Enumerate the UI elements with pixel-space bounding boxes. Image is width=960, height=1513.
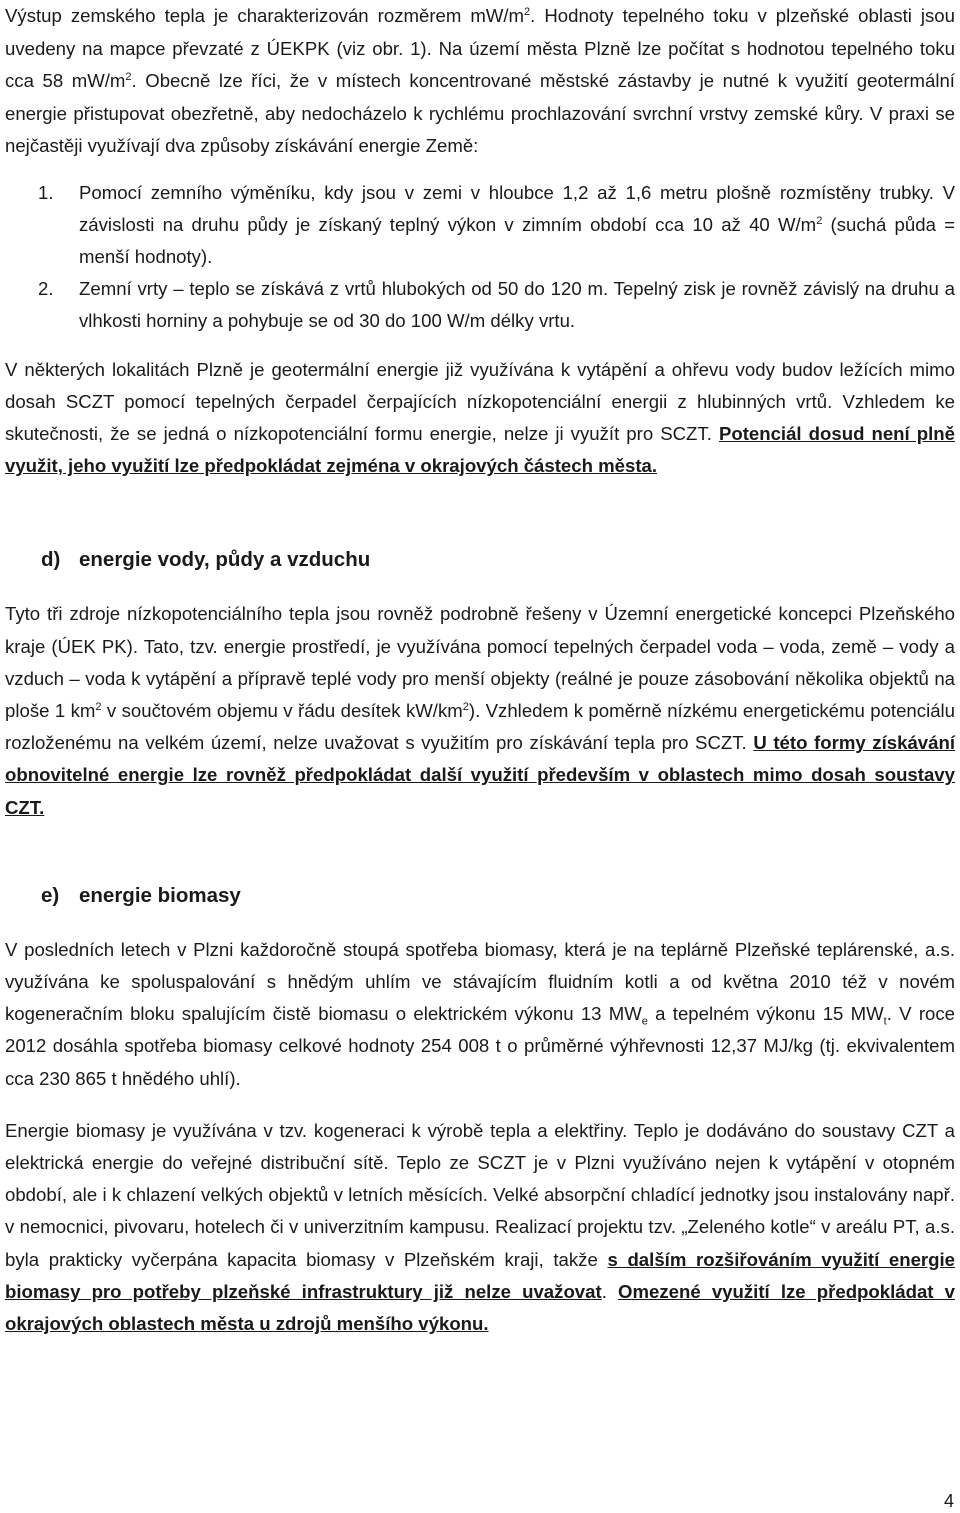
section-d-paragraph: Tyto tři zdroje nízkopotenciálního tepla jsou rovněž podrobně řešeny v Územní energetické koncepci Plzeňského kraje (ÚEK PK). Tato, tzv. energie prostředí, je využívána pomocí tepelných čerpadel voda – voda, země – vody a vzduch – voda k vytápění a přípravě teplé vody pro menší objekty (reálné je pouze zásobování několika objektů na ploše 1 $km^2$ v součtovém objemu v řádu desítek $kW/km^2$). Vzhledem k poměrně nízkému energetickému potenciálu rozloženému na velkém území, nelze uvažovat s využitím pro získávání tepla pro SCZT. U této formy získávání obnovitelné energie lze rovněž předpokládat další využití především v oblastech mimo dosah soustavy CZT. (5, 603, 956, 818)
document-page (5, 0, 955, 1340)
list-item: 2. Zemní vrty – teplo se získává z vrtů hlubokých od 50 do 120 m. Tepelný zisk je rovněž závislý na druhu a vlhkosti horniny a pohybuje se od 30 do 100 W/m délky vrtu. (38, 278, 955, 332)
section-e-heading: e) energie biomasy (41, 883, 241, 907)
section-e-paragraph-2: Energie biomasy je využívána v tzv. kogeneraci k výrobě tepla a elektřiny. Teplo je dodáváno do soustavy CZT a elektrická energie do veřejné distribuční sítě. Teplo ze SCZT je v Plzni využíváno nejen k vytápění v otopném období, ale i k chlazení velkých objektů v letních měsících. Velké absorpční chladící jednotky jsou instalovány např. v nemocnici, pivovaru, hotelech či v univerzitním kampusu. Realizací projektu tzv. „Zeleného kotle“ v areálu PT, a.s. byla prakticky vyčerpána kapacita biomasy v Plzeňském kraji, takže s dalším rozšiřováním využití energie biomasy pro potřeby plzeňské infrastruktury již nelze uvažovat. Omezené využití lze předpokládat v okrajových oblastech města u zdrojů menšího výkonu. (5, 1119, 956, 1334)
geothermal-usage-paragraph: V některých lokalitách Plzně je geotermální energie již využívána k vytápění a ohřevu vody budov ležících mimo dosah SCZT pomocí tepelných čerpadel čerpajících nízkopotenciální energii z hlubinných vrtů. Vzhledem ke skutečnosti, že se jedná o nízkopotenciální formu energie, nelze ji využít pro SCZT. Potenciál dosud není plně využit, jeho využití lze předpokládat zejména v okrajových částech města. (5, 358, 955, 477)
page-number: 4 (943, 1491, 954, 1511)
section-d-heading: d) energie vody, půdy a vzduchu (41, 548, 371, 572)
geothermal-intro-paragraph: Výstup zemského tepla je charakterizován rozměrem $mW/m^2$. Hodnoty tepelného toku v plzeňské oblasti jsou uvedeny na mapce převzaté z ÚEKPK (viz obr. 1). Na území města Plzně lze počítat s hodnotou tepelného toku cca 58 $mW/m^2$. Obecně lze říci, že v místech koncentrované městské zástavby je nutné k využití geotermální energie přistupovat obezřetně, aby nedocházelo k rychlému prochlazování svrchní vrstvy zemské kůry. V praxi se nejčastěji využívají dva způsoby získávání energie Země: (5, 5, 955, 156)
section-e-paragraph-1: V posledních letech v Plzni každoročně stoupá spotřeba biomasy, která je na teplárně Plzeňské teplárenské, a.s. využívána ke spoluspalování s hnědým uhlím ve stávajícím fluidním kotli a od května 2010 též v novém kogeneračním bloku spalujícím čistě biomasu o elektrickém výkonu 13 $MW_e$ a tepelném výkonu 15 $MW_t$. V roce 2012 dosáhla spotřeba biomasy celkové hodnoty 254 008 t o průměrné výhřevnosti 12,37 MJ/kg (tj. ekvivalentem cca 230 865 t hnědého uhlí). (5, 938, 955, 1089)
geothermal-methods-list (5, 177, 955, 338)
list-item: 1. Pomocí zemního výměníku, kdy jsou v zemi v hloubce 1,2 až 1,6 metru plošně rozmístěny trubky. V závislosti na druhu půdy je získaný teplný výkon v zimním období cca 10 až 40 $W/m^2$ (suchá půda = menší hodnoty). (38, 181, 955, 267)
